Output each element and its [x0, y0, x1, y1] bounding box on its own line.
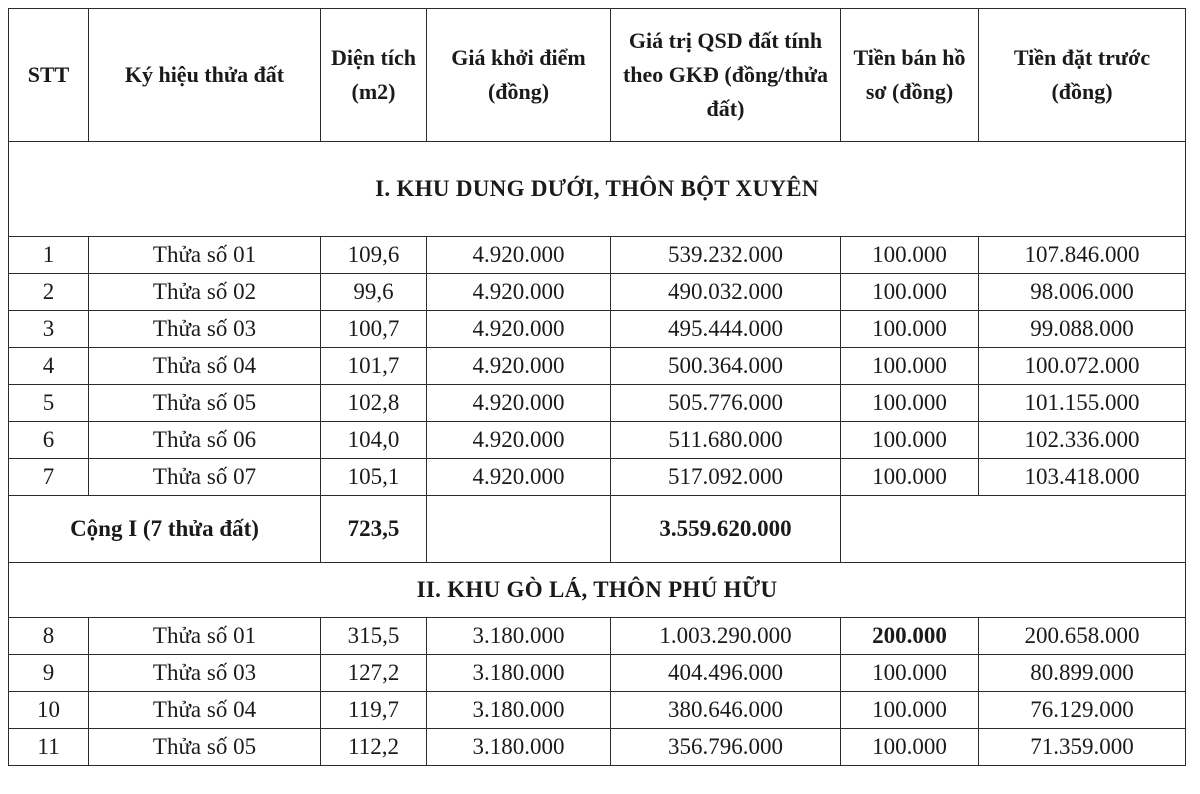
- cell-stt: 4: [9, 348, 89, 385]
- header-dossier-fee: Tiền bán hồ sơ (đồng): [841, 9, 979, 142]
- cell-dossier-fee: 200.000: [841, 618, 979, 655]
- cell-starting-price: 4.920.000: [427, 385, 611, 422]
- cell-dossier-fee: 100.000: [841, 348, 979, 385]
- cell-land-use-value: 380.646.000: [611, 692, 841, 729]
- table-row: [9, 459, 1186, 496]
- cell-parcel: Thửa số 05: [89, 729, 321, 766]
- cell-stt: 3: [9, 311, 89, 348]
- cell-deposit: 98.006.000: [979, 274, 1186, 311]
- cell-deposit: 71.359.000: [979, 729, 1186, 766]
- section-heading: [9, 563, 1186, 618]
- subtotal-label: Cộng I (7 thửa đất): [9, 496, 321, 563]
- cell-dossier-fee: 100.000: [841, 274, 979, 311]
- cell-dossier-fee: 100.000: [841, 385, 979, 422]
- cell-parcel: Thửa số 02: [89, 274, 321, 311]
- cell-land-use-value: 511.680.000: [611, 422, 841, 459]
- table-row: [9, 385, 1186, 422]
- cell-dossier-fee: 100.000: [841, 459, 979, 496]
- subtotal-empty: [841, 496, 1186, 563]
- section-heading: [9, 142, 1186, 237]
- header-area: Diện tích (m2): [321, 9, 427, 142]
- cell-parcel: Thửa số 07: [89, 459, 321, 496]
- cell-stt: 11: [9, 729, 89, 766]
- cell-deposit: 101.155.000: [979, 385, 1186, 422]
- cell-land-use-value: 356.796.000: [611, 729, 841, 766]
- cell-stt: 1: [9, 237, 89, 274]
- cell-area: 105,1: [321, 459, 427, 496]
- cell-area: 104,0: [321, 422, 427, 459]
- cell-land-use-value: 495.444.000: [611, 311, 841, 348]
- cell-area: 102,8: [321, 385, 427, 422]
- cell-deposit: 99.088.000: [979, 311, 1186, 348]
- cell-deposit: 80.899.000: [979, 655, 1186, 692]
- header-land-use-value: Giá trị QSD đất tính theo GKĐ (đồng/thửa đất): [611, 9, 841, 142]
- cell-deposit: 103.418.000: [979, 459, 1186, 496]
- header-stt: STT: [9, 9, 89, 142]
- cell-land-use-value: 1.003.290.000: [611, 618, 841, 655]
- cell-land-use-value: 404.496.000: [611, 655, 841, 692]
- cell-stt: 2: [9, 274, 89, 311]
- cell-land-use-value: 505.776.000: [611, 385, 841, 422]
- cell-starting-price: 4.920.000: [427, 311, 611, 348]
- cell-parcel: Thửa số 04: [89, 692, 321, 729]
- cell-stt: 10: [9, 692, 89, 729]
- cell-stt: 8: [9, 618, 89, 655]
- cell-deposit: 76.129.000: [979, 692, 1186, 729]
- table-row: [9, 311, 1186, 348]
- cell-parcel: Thửa số 01: [89, 237, 321, 274]
- table-row: [9, 274, 1186, 311]
- cell-dossier-fee: 100.000: [841, 729, 979, 766]
- cell-parcel: Thửa số 03: [89, 311, 321, 348]
- cell-deposit: 100.072.000: [979, 348, 1186, 385]
- table-row: [9, 348, 1186, 385]
- cell-stt: 9: [9, 655, 89, 692]
- cell-area: 99,6: [321, 274, 427, 311]
- table-row: [9, 655, 1186, 692]
- section-title: II. KHU GÒ LÁ, THÔN PHÚ HỮU: [9, 563, 1186, 618]
- cell-dossier-fee: 100.000: [841, 237, 979, 274]
- cell-starting-price: 4.920.000: [427, 422, 611, 459]
- table-row: [9, 729, 1186, 766]
- cell-area: 315,5: [321, 618, 427, 655]
- cell-land-use-value: 517.092.000: [611, 459, 841, 496]
- cell-area: 127,2: [321, 655, 427, 692]
- cell-stt: 6: [9, 422, 89, 459]
- subtotal-row: [9, 496, 1186, 563]
- cell-dossier-fee: 100.000: [841, 692, 979, 729]
- cell-area: 109,6: [321, 237, 427, 274]
- header-starting-price: Giá khởi điểm (đồng): [427, 9, 611, 142]
- cell-land-use-value: 490.032.000: [611, 274, 841, 311]
- cell-stt: 7: [9, 459, 89, 496]
- cell-stt: 5: [9, 385, 89, 422]
- cell-land-use-value: 500.364.000: [611, 348, 841, 385]
- cell-starting-price: 4.920.000: [427, 459, 611, 496]
- table-row: [9, 422, 1186, 459]
- cell-area: 100,7: [321, 311, 427, 348]
- cell-parcel: Thửa số 04: [89, 348, 321, 385]
- cell-starting-price: 3.180.000: [427, 692, 611, 729]
- cell-dossier-fee: 100.000: [841, 655, 979, 692]
- cell-dossier-fee: 100.000: [841, 422, 979, 459]
- cell-starting-price: 4.920.000: [427, 237, 611, 274]
- cell-parcel: Thửa số 05: [89, 385, 321, 422]
- cell-starting-price: 3.180.000: [427, 655, 611, 692]
- subtotal-value: 3.559.620.000: [611, 496, 841, 563]
- cell-dossier-fee: 100.000: [841, 311, 979, 348]
- cell-starting-price: 3.180.000: [427, 618, 611, 655]
- section-title: I. KHU DUNG DƯỚI, THÔN BỘT XUYÊN: [9, 142, 1186, 237]
- cell-deposit: 102.336.000: [979, 422, 1186, 459]
- cell-area: 119,7: [321, 692, 427, 729]
- cell-parcel: Thửa số 03: [89, 655, 321, 692]
- cell-area: 101,7: [321, 348, 427, 385]
- cell-area: 112,2: [321, 729, 427, 766]
- subtotal-empty: [427, 496, 611, 563]
- subtotal-area: 723,5: [321, 496, 427, 563]
- table-row: [9, 692, 1186, 729]
- table-row: [9, 237, 1186, 274]
- header-deposit: Tiền đặt trước (đồng): [979, 9, 1186, 142]
- cell-starting-price: 4.920.000: [427, 274, 611, 311]
- cell-deposit: 107.846.000: [979, 237, 1186, 274]
- cell-starting-price: 3.180.000: [427, 729, 611, 766]
- cell-parcel: Thửa số 01: [89, 618, 321, 655]
- table-row: [9, 618, 1186, 655]
- header-parcel-id: Ký hiệu thửa đất: [89, 9, 321, 142]
- land-auction-table: [8, 8, 1186, 766]
- table-header: [9, 9, 1186, 142]
- cell-parcel: Thửa số 06: [89, 422, 321, 459]
- cell-deposit: 200.658.000: [979, 618, 1186, 655]
- cell-starting-price: 4.920.000: [427, 348, 611, 385]
- cell-land-use-value: 539.232.000: [611, 237, 841, 274]
